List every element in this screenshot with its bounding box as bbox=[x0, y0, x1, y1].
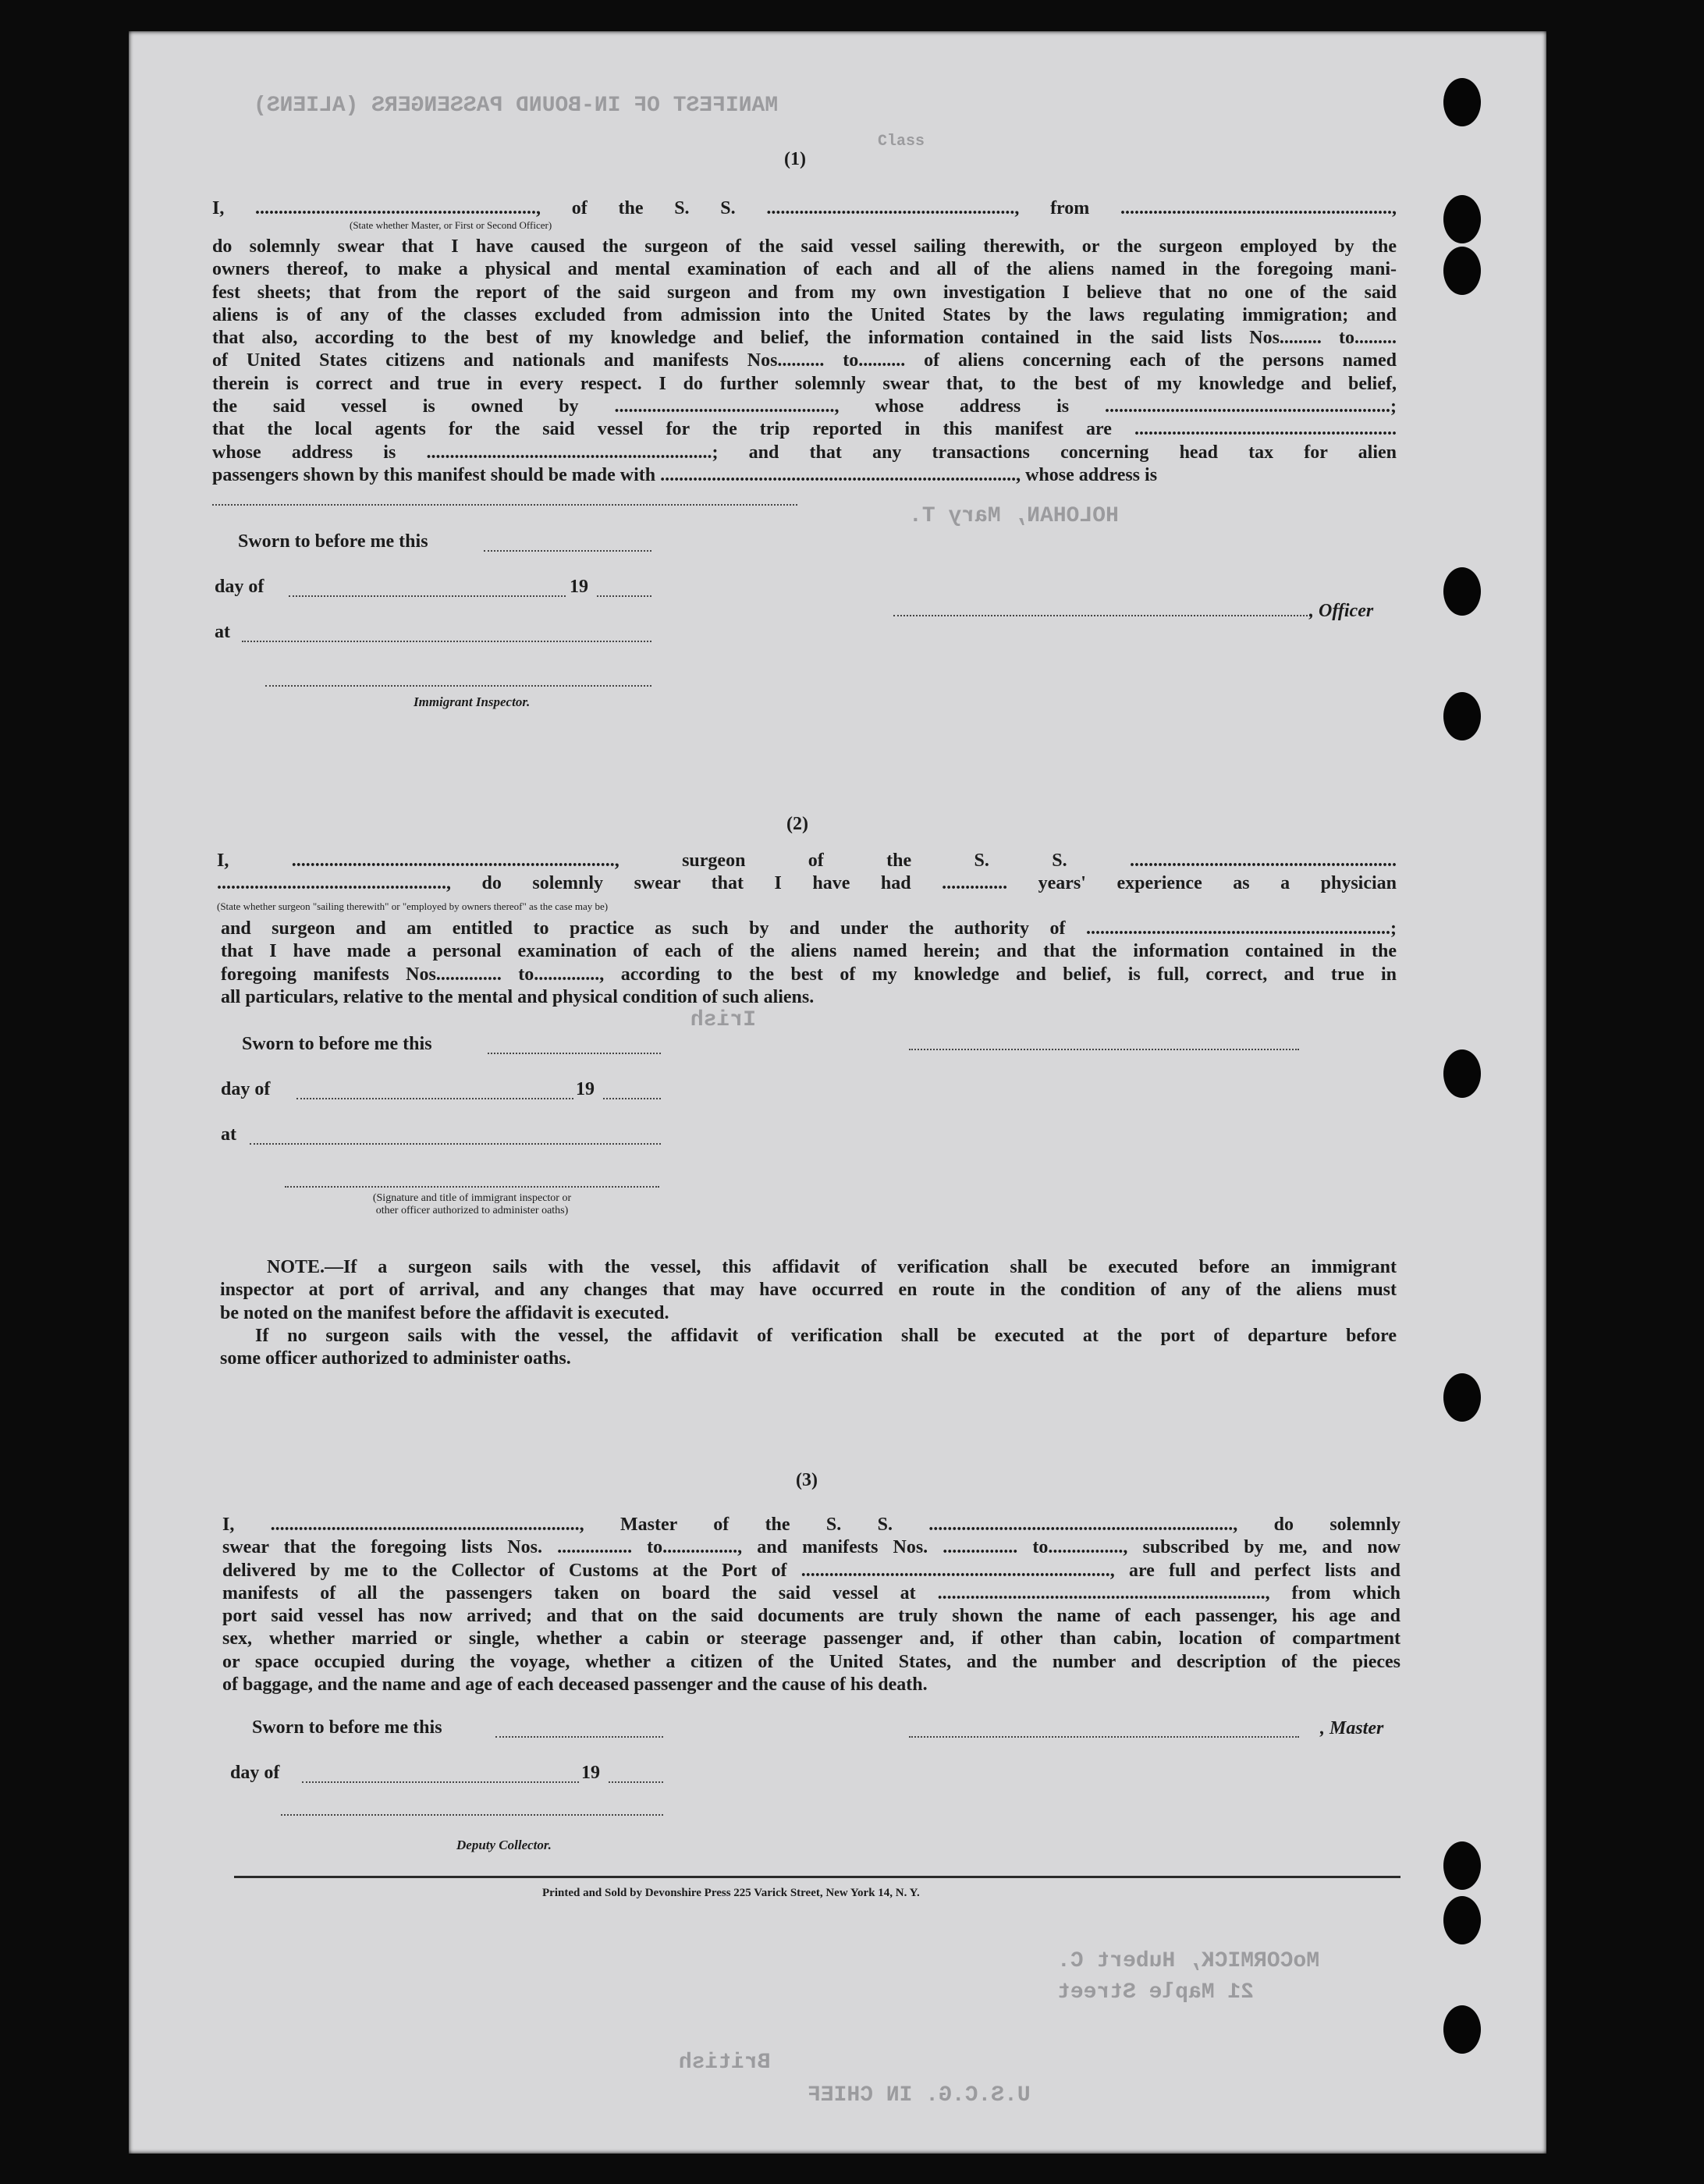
punch-hole bbox=[1443, 78, 1481, 126]
day-line bbox=[289, 595, 566, 597]
day-line bbox=[296, 1098, 573, 1099]
text-line: aliens is of any of the classes excluded from admission into the United States by the laws regulating immigration; and bbox=[212, 304, 1397, 325]
text-line: owners thereof, to make a physical and mental examination of each and all of the aliens named in the foregoing mani- bbox=[212, 259, 1397, 280]
deputy-signature-line bbox=[281, 1814, 663, 1816]
surgeon-signature-line bbox=[909, 1049, 1299, 1050]
day-of-label: day of bbox=[215, 577, 264, 597]
text-line: do solemnly swear that I have caused the surgeon of the said vessel sailing therewith, or the surgeon employed by the bbox=[212, 236, 1397, 257]
officer-rank-caption: (State whether Master, or First or Second Officer) bbox=[350, 219, 552, 231]
text-line: be noted on the manifest before the affidavit is executed. bbox=[220, 1302, 669, 1323]
signature-caption: (Signature and title of immigrant inspector or bbox=[372, 1192, 572, 1204]
text-line: ................................................., do solemnly swear that I have had .............. years' experience as a physician bbox=[217, 873, 1397, 894]
punch-hole bbox=[1443, 1373, 1481, 1422]
text-line: manifests of all the passengers taken on board the said vessel at ......................................................................, from which bbox=[222, 1582, 1400, 1603]
text-line: therein is correct and true in every respect. I do further solemnly swear that, to the best of my knowledge and belief, bbox=[212, 373, 1397, 394]
at-label: at bbox=[215, 622, 230, 642]
text-line: of baggage, and the name and age of each deceased passenger and the cause of his death. bbox=[222, 1674, 928, 1696]
bleed-through-line: Irish bbox=[690, 1008, 757, 1032]
text-line: of United States citizens and nationals and manifests Nos.......... to.......... of aliens concerning each of the persons named bbox=[212, 350, 1397, 371]
printer-imprint: Printed and Sold by Devonshire Press 225 Varick Street, New York 14, N. Y. bbox=[542, 1887, 920, 1899]
text-line: swear that the foregoing lists Nos. ................ to................, and manifests Nos. ................ to................, subscribed by me, and now bbox=[222, 1537, 1400, 1558]
text-line: the said vessel is owned by ..............................................., whose address is .............................................................; bbox=[212, 396, 1397, 417]
bleed-through-line: HOLOHAN, Mary T. bbox=[909, 504, 1119, 528]
text-line: inspector at port of arrival, and any changes that may have occurred en route in the condition of any of the aliens must bbox=[220, 1280, 1397, 1301]
punch-hole bbox=[1443, 1896, 1481, 1944]
text-line: I, .................................................................., Master of the S. S. ................................................................., do solemnly bbox=[222, 1515, 1400, 1535]
section-1-body bbox=[212, 236, 1397, 487]
bleed-through-header: MANIFEST OF IN-BOUND PASSENGERS (ALIENS) bbox=[254, 94, 779, 118]
bleed-through-line: MoCORMICK, Hubert C. bbox=[1057, 1949, 1320, 1973]
bleed-through-line: 21 Maple Street bbox=[1057, 1980, 1255, 2005]
punch-hole bbox=[1443, 692, 1481, 740]
footer-rule bbox=[234, 1876, 1400, 1878]
year-label: 19 bbox=[576, 1079, 595, 1099]
text-line: I, ....................................................................., surgeon of the S. S. ......................................................... bbox=[217, 851, 1397, 871]
text-line: delivered by me to the Collector of Customs at the Port of .................................................................., are full and perfect lists and bbox=[222, 1560, 1400, 1581]
at-line bbox=[250, 1143, 661, 1145]
inspector-signature-line bbox=[265, 685, 651, 687]
punch-hole bbox=[1443, 195, 1481, 243]
officer-caption: , Officer bbox=[1309, 601, 1374, 621]
inspector-signature-line bbox=[285, 1186, 659, 1188]
text-line: whose address is .............................................................; and that any transactions concerning head tax for alien bbox=[212, 442, 1397, 463]
sworn-label: Sworn to before me this bbox=[252, 1717, 442, 1738]
punch-hole bbox=[1443, 1841, 1481, 1890]
note-paragraph bbox=[220, 1325, 1397, 1371]
sworn-label: Sworn to before me this bbox=[238, 531, 428, 552]
year-line bbox=[603, 1098, 661, 1099]
bleed-through-line: British bbox=[679, 2051, 771, 2075]
section-2-body bbox=[217, 850, 1397, 896]
day-line bbox=[302, 1781, 579, 1783]
master-signature-line bbox=[909, 1736, 1299, 1738]
bleed-through-class: Class bbox=[878, 133, 925, 151]
punch-hole bbox=[1443, 2005, 1481, 2054]
section-3-body bbox=[222, 1514, 1400, 1696]
sworn-date-line bbox=[495, 1736, 663, 1738]
year-label: 19 bbox=[581, 1763, 600, 1783]
text-line: that the local agents for the said vessel for the trip reported in this manifest are ........................................................ bbox=[212, 419, 1397, 440]
year-line bbox=[597, 595, 651, 597]
text-line: passengers shown by this manifest should be made with ............................................................................, whose address is bbox=[212, 464, 1158, 485]
text-line: and surgeon and am entitled to practice as such by and under the authority of .................................................................; bbox=[221, 918, 1397, 939]
text-line: I, ............................................................, of the S. S. ....................................................., from .........................................................., bbox=[212, 198, 1397, 218]
text-line: foregoing manifests Nos.............. to.............., according to the best of my knowledge and belief, is full, correct, and true in bbox=[221, 964, 1397, 985]
at-label: at bbox=[221, 1124, 236, 1145]
text-line: some officer authorized to administer oaths. bbox=[220, 1348, 571, 1369]
section-2-body bbox=[221, 918, 1397, 1009]
manifest-page bbox=[129, 31, 1546, 2154]
text-line: port said vessel has now arrived; and that on the said documents are truly shown the name of each passenger, his age and bbox=[222, 1606, 1400, 1627]
punch-hole bbox=[1443, 1049, 1481, 1098]
text-line: that also, according to the best of my knowledge and belief, the information contained in the said lists Nos......... to......... bbox=[212, 328, 1397, 349]
year-label: 19 bbox=[570, 577, 588, 597]
text-line: NOTE.—If a surgeon sails with the vessel, this affidavit of verification shall be executed before an immigrant bbox=[267, 1257, 1397, 1277]
text-line: or space occupied during the voyage, whether a citizen of the United States, and the number and description of the pieces bbox=[222, 1651, 1400, 1672]
punch-hole bbox=[1443, 247, 1481, 295]
text-line: If no surgeon sails with the vessel, the affidavit of verification shall be executed at the port of departure before bbox=[255, 1326, 1397, 1346]
section-2-number: (2) bbox=[786, 814, 808, 834]
day-of-label: day of bbox=[221, 1079, 271, 1099]
day-of-label: day of bbox=[230, 1763, 280, 1783]
text-line: that I have made a personal examination of each of the aliens named herein; and that the information contained in the bbox=[221, 941, 1397, 962]
section-3-number: (3) bbox=[796, 1470, 818, 1490]
surgeon-type-caption: (State whether surgeon "sailing therewith" or "employed by owners thereof" as the case may be) bbox=[217, 900, 609, 912]
deputy-caption: Deputy Collector. bbox=[456, 1838, 552, 1852]
address-line bbox=[212, 504, 797, 506]
sworn-label: Sworn to before me this bbox=[242, 1034, 432, 1054]
officer-signature-line bbox=[893, 615, 1311, 616]
sworn-date-line bbox=[488, 1053, 661, 1054]
sworn-date-line bbox=[484, 550, 651, 552]
inspector-caption: Immigrant Inspector. bbox=[414, 694, 531, 709]
year-line bbox=[609, 1781, 663, 1783]
text-line: fest sheets; that from the report of the said surgeon and from my own investigation I believe that no one of the said bbox=[212, 282, 1397, 303]
punch-hole bbox=[1443, 567, 1481, 616]
at-line bbox=[242, 641, 651, 642]
text-line: sex, whether married or single, whether a cabin or steerage passenger and, if other than cabin, location of compartment bbox=[222, 1628, 1400, 1650]
bleed-through-footer: U.S.C.G. IN CHIEF bbox=[808, 2083, 1031, 2108]
text-line: all particulars, relative to the mental and physical condition of such aliens. bbox=[221, 986, 815, 1007]
signature-caption: other officer authorized to administer oaths) bbox=[375, 1205, 569, 1216]
note-paragraph bbox=[220, 1256, 1397, 1325]
section-1-number: (1) bbox=[784, 149, 806, 169]
master-caption: , Master bbox=[1320, 1718, 1384, 1738]
